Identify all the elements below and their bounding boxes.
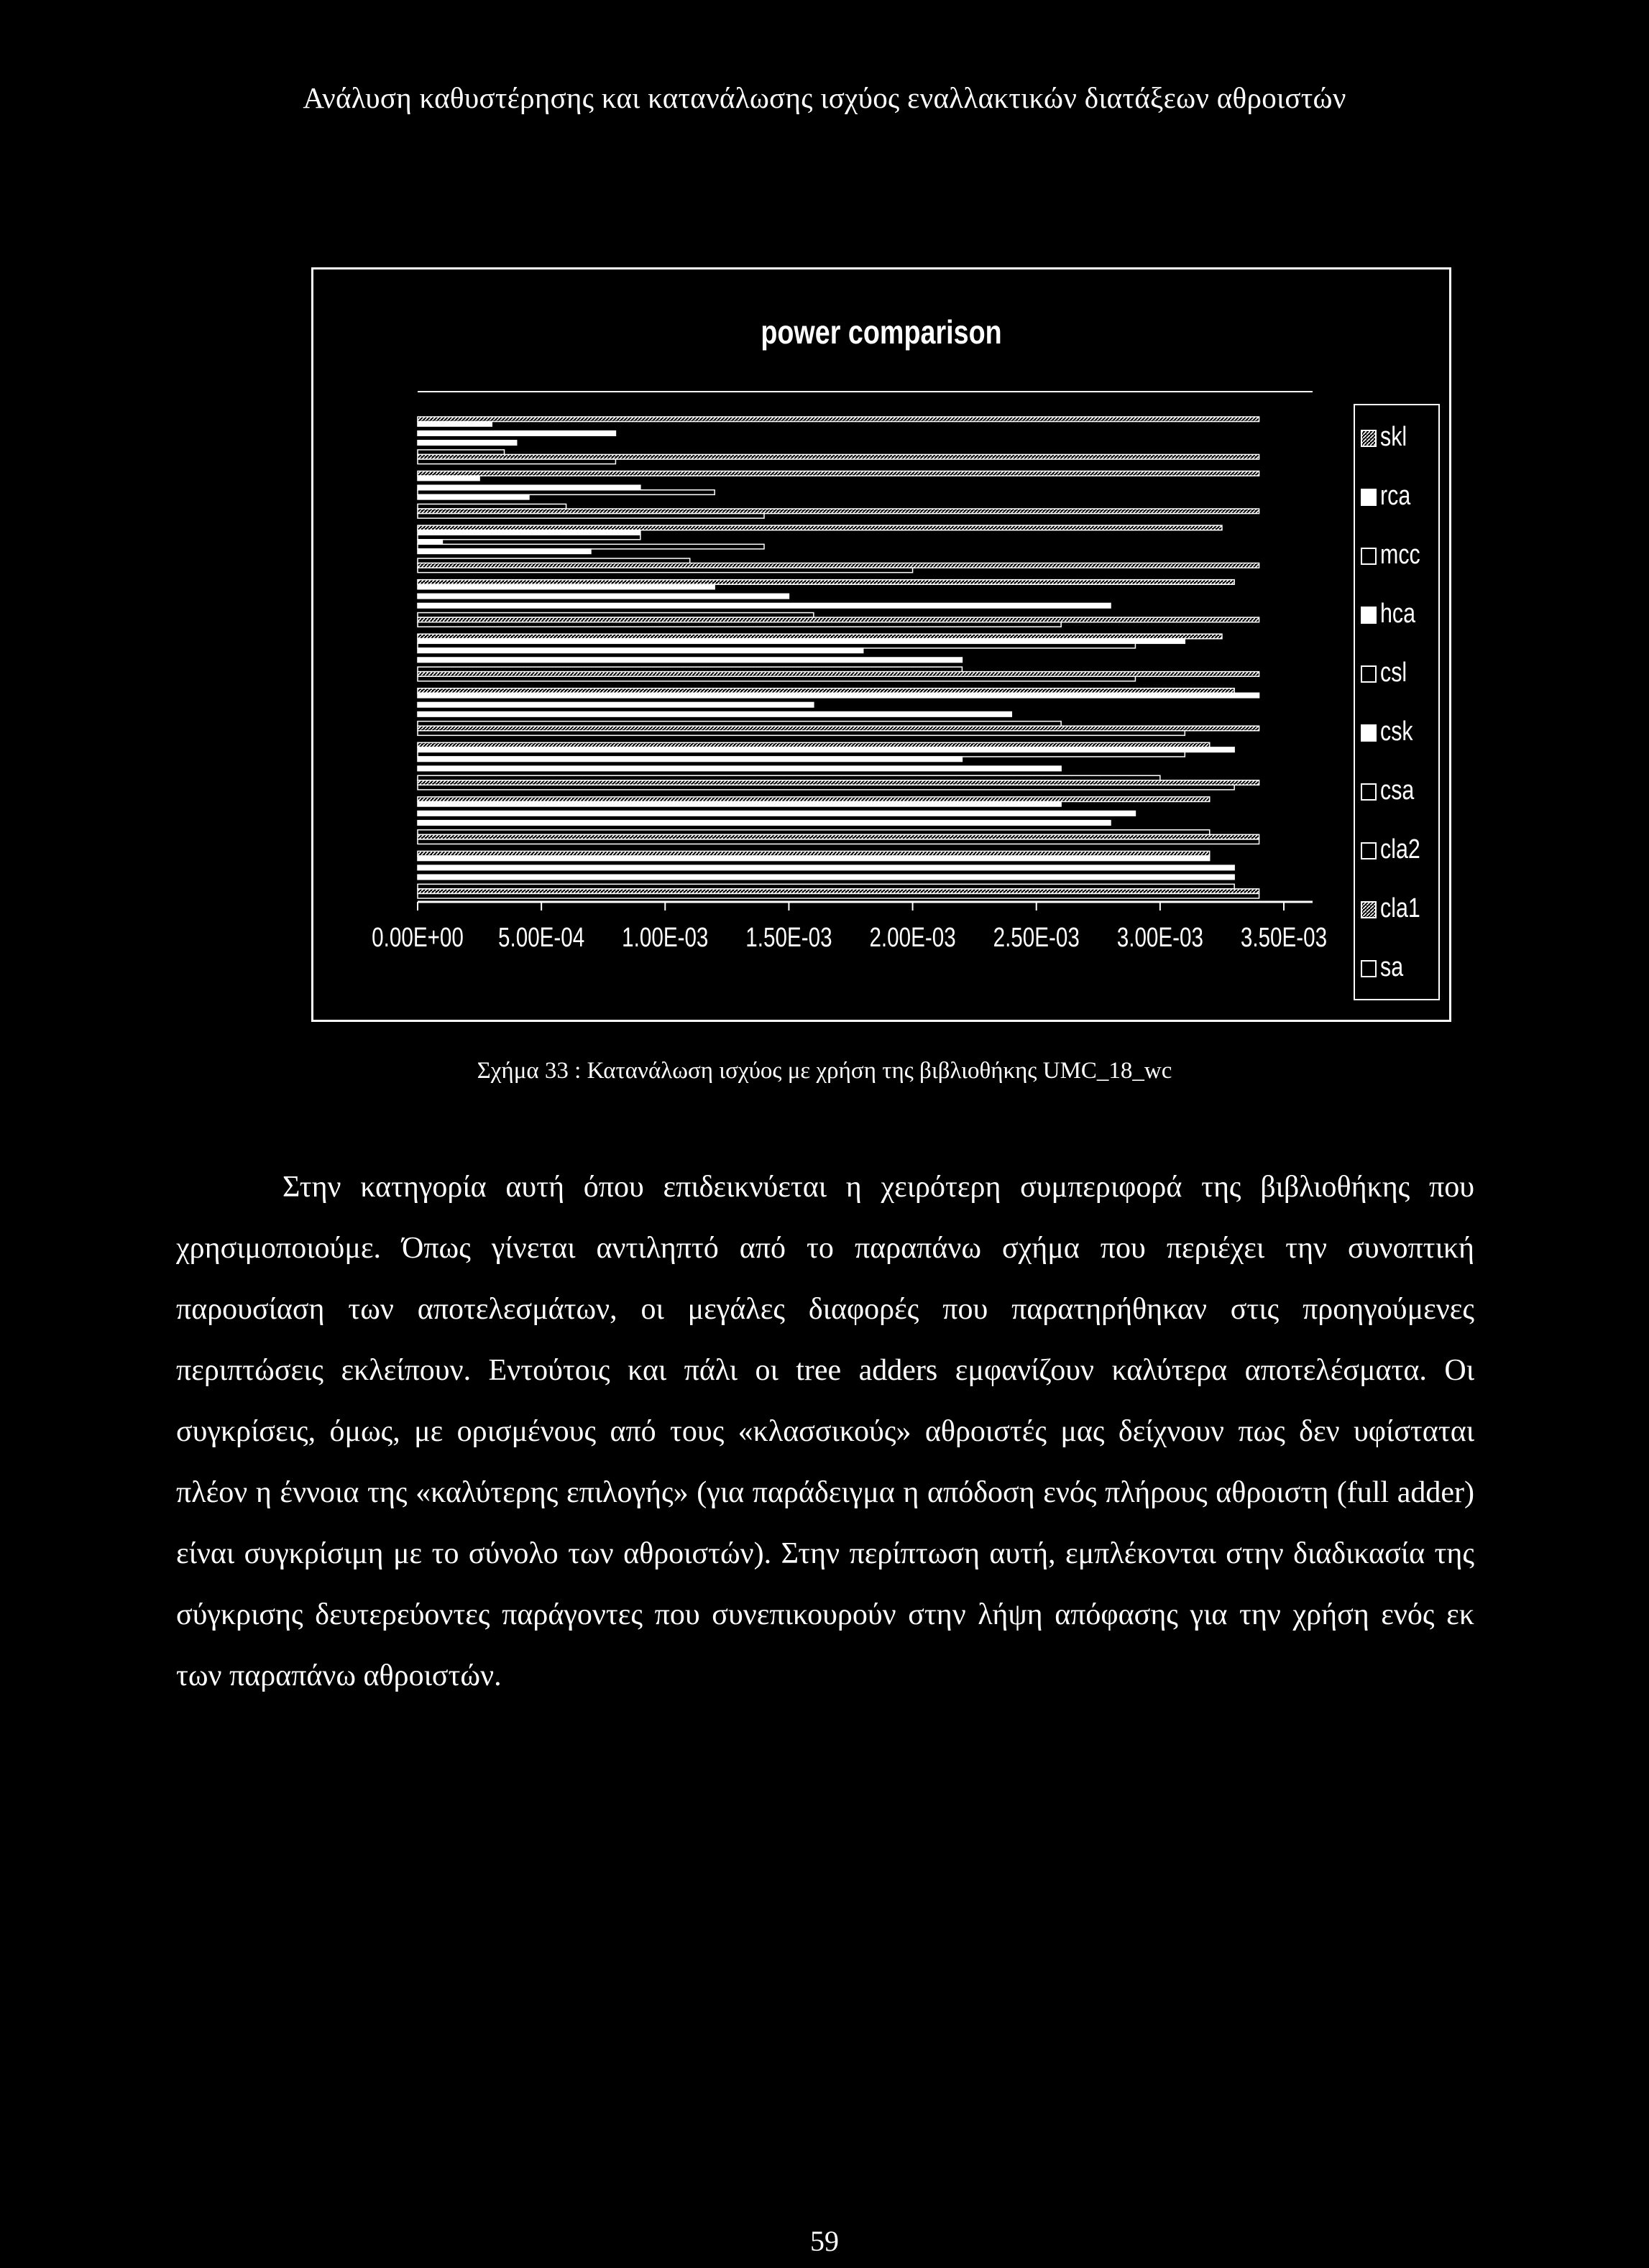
page-number: 59 [810,2225,839,2257]
bar-sa-2 [418,514,764,519]
legend-swatch-csa [1361,784,1376,800]
x-tick-label: 5.00E-04 [498,922,585,953]
bar-skl-2 [418,471,1259,476]
bar-cla1-9 [418,889,1259,894]
bar-cla1-3 [418,563,1259,568]
bar-rca-7 [418,747,1234,752]
legend-swatch-hca [1361,607,1376,623]
legend-label-cla2: cla2 [1380,834,1420,865]
bar-cla2-8 [418,830,1210,835]
legend-label-sa: sa [1380,951,1404,982]
bar-sa-9 [418,893,1259,898]
legend-swatch-csk [1361,725,1376,741]
bar-hca-7 [418,757,962,762]
figure-caption: Σχήμα 33 : Κατανάλωση ισχύος με χρήση της βιβλιοθήκης UMC_18_wc [477,1058,1172,1084]
bar-rca-6 [418,693,1259,698]
bar-hca-4 [418,594,789,599]
bar-cla1-1 [418,454,1259,459]
body-paragraph-text: Στην κατηγορία αυτή όπου επιδεικνύεται η χειρότερη συμπεριφορά της βιβλιοθήκης που χρησιμοποιούμε. Όπως γίνεται αντιληπτό από το παραπάνω σχήμα που περιέχει την συνοπτική παρουσίαση των αποτελεσμάτων, οι μεγάλες διαφορές που παρατηρήθηκαν στις προηγούμενες περιπτώσεις εκλείπουν. Εντούτοις και πάλι οι tree adders εμφανίζουν καλύτερα αποτελέσματα. Οι συγκρίσεις, όμως, με ορισμένους από τους «κλασσικούς» αθροιστές μας δείχνουν πως δεν υφίσταται πλέον η έννοια της «καλύτερης επιλογής» (για παράδειγμα η απόδοση ενός πλήρους αθροιστη (full adder) είναι συγκρίσιμη με το σύνολο των αθροιστών). Στην περίπτωση αυτή, εμπλέκονται στην διαδικασία της σύγκρισης δευτερεύοντες παράγοντες που συνεπικουρούν στην λήψη απόφασης για την χρήση ενός εκ των παραπάνω αθροιστών. [176,1171,1474,1692]
bar-cla2-2 [418,504,566,509]
bar-cla2-7 [418,775,1160,780]
bar-sa-8 [418,839,1259,844]
bar-hca-5 [418,648,863,653]
bar-rca-9 [418,856,1210,861]
bar-cla2-1 [418,450,505,455]
x-tick-label: 1.00E-03 [622,922,709,953]
power-comparison-chart [311,267,1451,1022]
bar-skl-6 [418,688,1234,693]
bar-sa-6 [418,731,1185,736]
legend-swatch-rca [1361,489,1376,505]
legend-label-skl: skl [1380,421,1407,452]
running-header: Ανάλυση καθυστέρησης και κατανάλωσης ισχύος εναλλακτικών διατάξεων αθροιστών [303,81,1346,114]
bar-sa-7 [418,785,1234,790]
legend-swatch-mcc [1361,548,1376,564]
bar-csk-6 [418,712,1011,717]
bar-csl-3 [418,544,764,549]
bar-csk-1 [418,441,517,446]
bar-skl-7 [418,742,1210,747]
bar-csk-3 [418,549,591,554]
body-paragraph [176,1157,1474,1707]
bar-cla2-6 [418,722,1061,727]
bar-rca-4 [418,584,715,589]
legend-label-rca: rca [1380,480,1411,511]
bar-csk-2 [418,494,529,499]
bar-hca-2 [418,485,640,490]
legend-label-csk: csk [1380,716,1413,747]
bar-sa-1 [418,459,615,464]
x-tick-label: 3.00E-03 [1116,922,1203,953]
bar-skl-9 [418,851,1210,856]
legend-label-mcc: mcc [1380,539,1420,570]
bar-csk-7 [418,766,1061,771]
bar-cla1-7 [418,780,1259,785]
legend-swatch-csl [1361,666,1376,682]
bar-skl-3 [418,525,1222,530]
bar-mcc-7 [418,752,1185,757]
bar-skl-5 [418,634,1222,639]
bar-cla2-5 [418,667,962,672]
bar-rca-3 [418,530,640,535]
bar-rca-5 [418,639,1185,644]
bar-cla1-8 [418,834,1259,839]
bar-cla1-6 [418,726,1259,731]
x-tick-label: 3.50E-03 [1240,922,1328,953]
legend-swatch-sa [1361,961,1376,977]
x-tick-label: 2.00E-03 [869,922,956,953]
bar-skl-4 [418,580,1234,585]
bar-rca-2 [418,476,479,481]
bar-rca-1 [418,422,492,427]
bar-cla1-4 [418,617,1259,622]
legend-label-cla1: cla1 [1380,893,1420,923]
x-tick-label: 2.50E-03 [993,922,1080,953]
legend-swatch-cla1 [1361,902,1376,918]
legend-swatch-skl [1361,430,1376,446]
bar-cla1-5 [418,672,1259,677]
bar-cla2-4 [418,613,814,618]
bar-mcc-3 [418,535,640,540]
bar-skl-1 [418,417,1259,422]
bar-hca-3 [418,540,442,545]
bar-rca-8 [418,801,1061,806]
bar-sa-3 [418,568,913,573]
bar-skl-8 [418,797,1210,802]
x-tick-label: 1.50E-03 [745,922,832,953]
bar-csl-2 [418,490,715,495]
legend-label-csl: csl [1380,657,1407,688]
bar-hca-6 [418,702,814,707]
legend-label-hca: hca [1380,598,1416,629]
bar-hca-8 [418,811,1135,816]
bar-csk-9 [418,875,1234,880]
x-tick-label: 0.00E+00 [372,922,464,953]
bar-mcc-5 [418,643,1135,648]
chart-plot [313,269,1449,1020]
bar-hca-9 [418,865,1234,870]
legend-swatch-cla2 [1361,843,1376,859]
bar-csk-5 [418,658,962,663]
legend-label-csa: csa [1380,775,1415,806]
bar-hca-1 [418,431,615,436]
bar-csk-4 [418,603,1111,608]
bar-sa-4 [418,622,1061,627]
bar-csk-8 [418,821,1111,826]
bar-cla1-2 [418,509,1259,514]
bar-cla2-9 [418,884,1234,889]
bar-sa-5 [418,676,1135,681]
chart-title: power comparison [761,313,1002,351]
bar-cla2-3 [418,558,690,563]
